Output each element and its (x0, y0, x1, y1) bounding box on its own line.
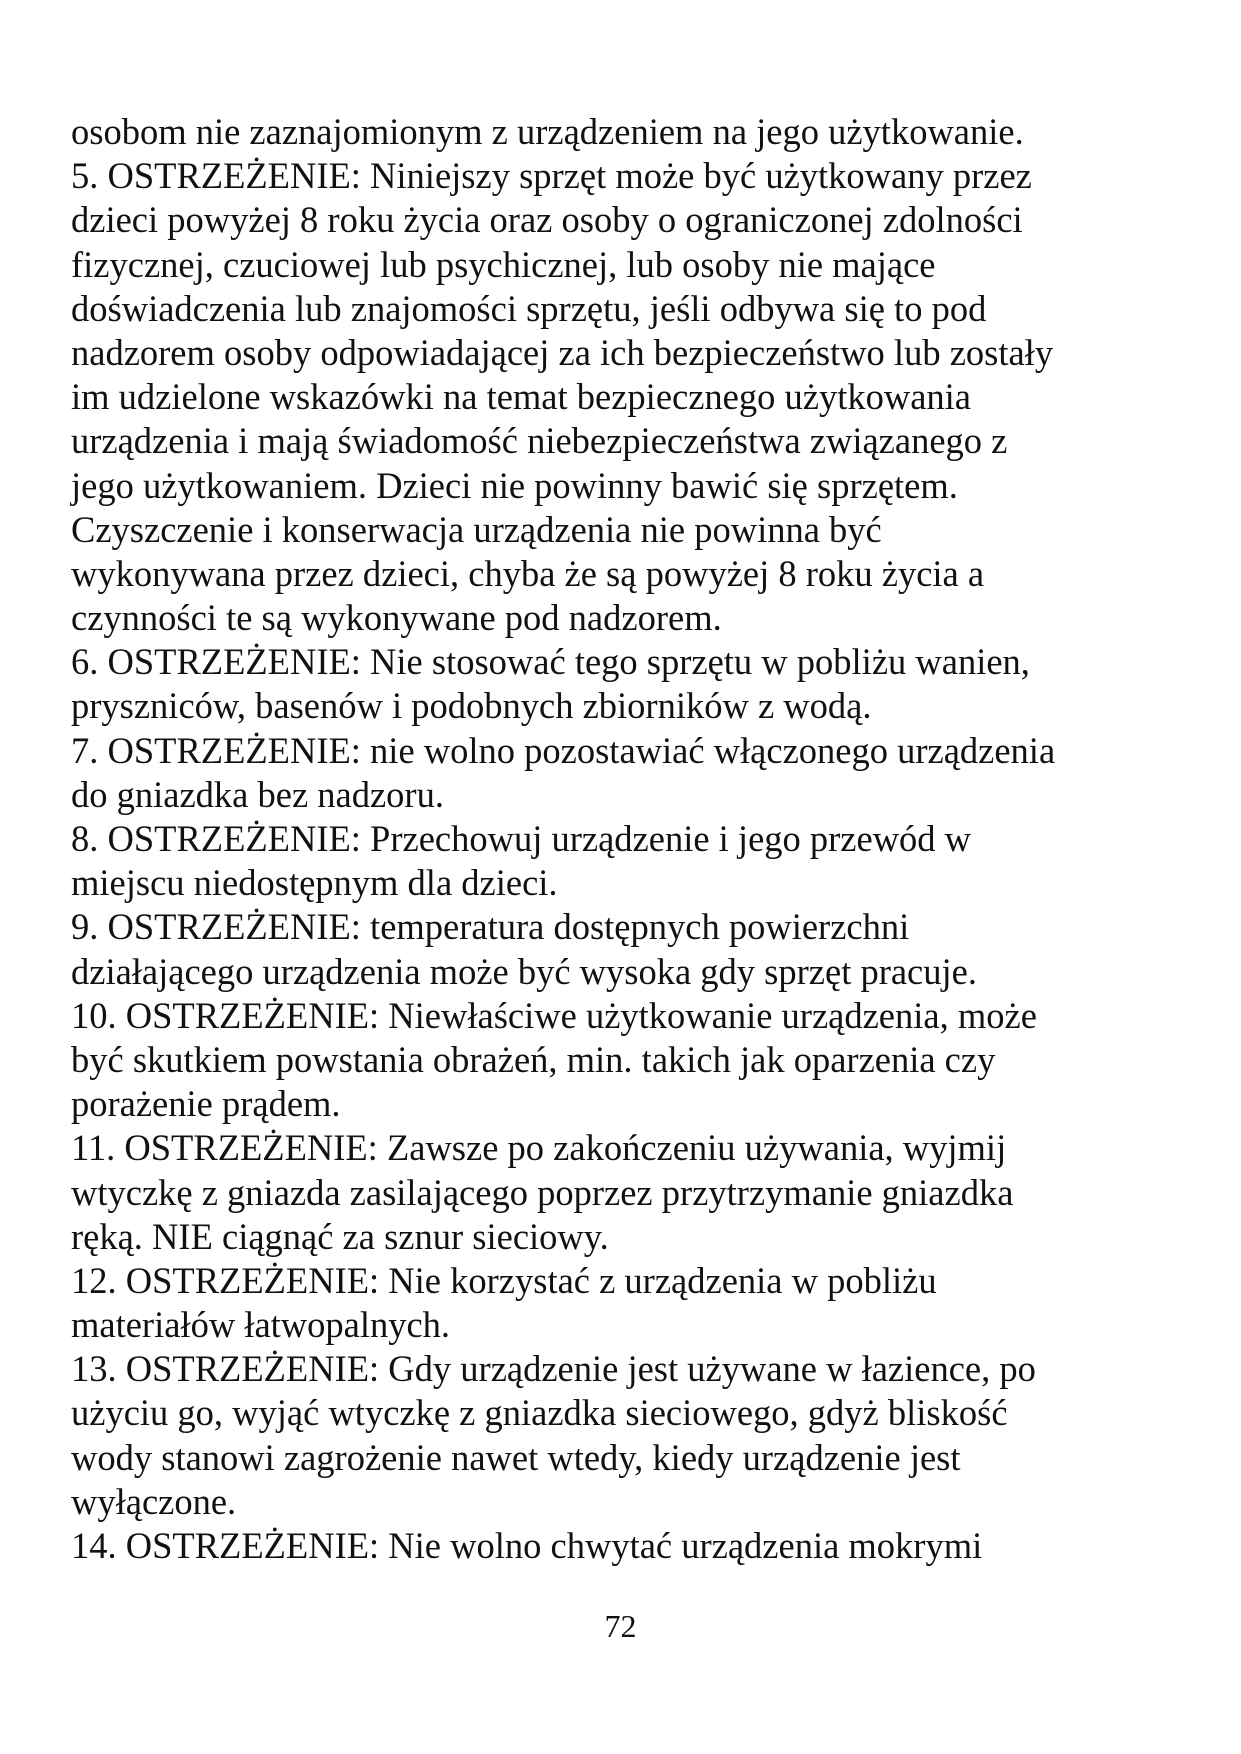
text-line: wody stanowi zagrożenie nawet wtedy, kiedy urządzenie jest (71, 1436, 961, 1478)
text-line: Czyszczenie i konserwacja urządzenia nie powinna być (71, 508, 882, 550)
text-line: materiałów łatwopalnych. (71, 1304, 451, 1346)
text-line: 12. OSTRZEŻENIE: Nie korzystać z urządzenia w pobliżu (71, 1259, 937, 1301)
text-line: 13. OSTRZEŻENIE: Gdy urządzenie jest używane w łazience, po (71, 1348, 1036, 1390)
text-line: im udzielone wskazówki na temat bezpiecznego użytkowania (71, 376, 971, 418)
text-line: 11. OSTRZEŻENIE: Zawsze po zakończeniu używania, wyjmij (71, 1127, 1007, 1169)
text-line: 5. OSTRZEŻENIE: Niniejszy sprzęt może być użytkowany przez (71, 155, 1032, 197)
text-line: użyciu go, wyjąć wtyczkę z gniazdka sieciowego, gdyż bliskość (71, 1392, 1008, 1434)
text-line: 7. OSTRZEŻENIE: nie wolno pozostawiać włączonego urządzenia (71, 729, 1056, 771)
body-text (71, 110, 1191, 1568)
text-line: osobom nie zaznajomionym z urządzeniem na jego użytkowanie. (71, 111, 1024, 152)
text-line: do gniazdka bez nadzoru. (71, 773, 444, 815)
text-line: ręką. NIE ciągnąć za sznur sieciowy. (71, 1215, 609, 1257)
text-line: 6. OSTRZEŻENIE: Nie stosować tego sprzętu w pobliżu wanien, (71, 641, 1030, 683)
page-number: 72 (604, 1608, 637, 1644)
text-line: 8. OSTRZEŻENIE: Przechowuj urządzenie i jego przewód w (71, 818, 972, 859)
text-line: wtyczkę z gniazda zasilającego poprzez przytrzymanie gniazdka (71, 1171, 1014, 1213)
text-line: wyłączone. (71, 1480, 237, 1522)
text-line: 9. OSTRZEŻENIE: temperatura dostępnych powierzchni (71, 906, 910, 948)
text-line: pryszniców, basenów i podobnych zbiorników z wodą. (71, 685, 872, 727)
text-line: czynności te są wykonywane pod nadzorem. (71, 597, 722, 639)
text-line: nadzorem osoby odpowiadającej za ich bezpieczeństwo lub zostały (71, 331, 1054, 373)
text-line: doświadczenia lub znajomości sprzętu, jeśli odbywa się to pod (71, 287, 987, 329)
text-line: porażenie prądem. (71, 1083, 341, 1125)
text-line: działającego urządzenia może być wysoka gdy sprzęt pracuje. (71, 950, 977, 992)
text-line: 10. OSTRZEŻENIE: Niewłaściwe użytkowanie urządzenia, może (71, 994, 1037, 1036)
text-line: miejscu niedostępnym dla dzieci. (71, 862, 558, 904)
text-line: być skutkiem powstania obrażeń, min. takich jak oparzenia czy (71, 1038, 996, 1080)
text-line: jego użytkowaniem. Dzieci nie powinny bawić się sprzętem. (71, 464, 958, 506)
text-line: wykonywana przez dzieci, chyba że są powyżej 8 roku życia a (71, 552, 985, 594)
text-line: urządzenia i mają świadomość niebezpieczeństwa związanego z (71, 420, 1008, 462)
text-line: dzieci powyżej 8 roku życia oraz osoby o ograniczonej zdolności (71, 199, 1023, 241)
text-line: 14. OSTRZEŻENIE: Nie wolno chwytać urządzenia mokrymi (71, 1525, 983, 1566)
text-line: fizycznej, czuciowej lub psychicznej, lub osoby nie mające (71, 243, 936, 285)
